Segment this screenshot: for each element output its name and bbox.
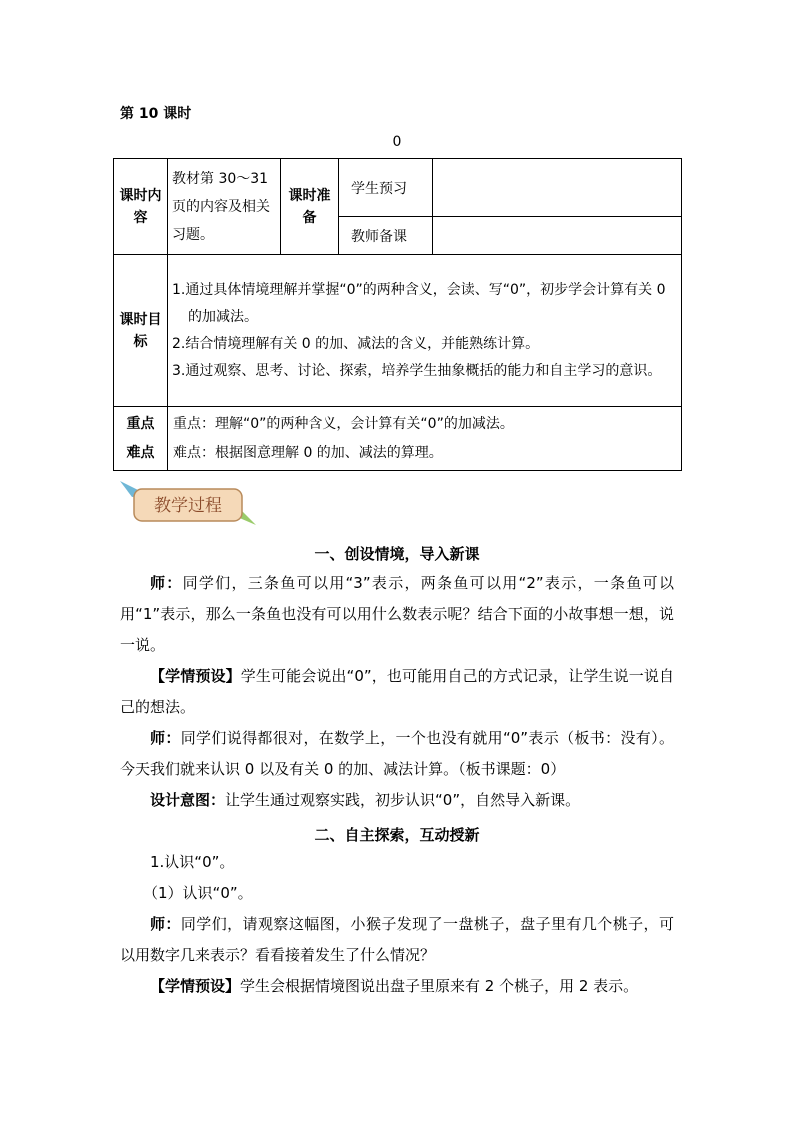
student-prep-label: 学生预习 (339, 159, 433, 217)
goals-label: 课时目标 (114, 255, 168, 407)
paragraph-text: 同学们，三条鱼可以用“3”表示，两条鱼可以用“2”表示，一条鱼可以用“1”表示，那么一条鱼也没有可以用什么数表示呢？结合下面的小故事想一想，说一说。 (120, 574, 674, 654)
speaker-label: 师： (150, 915, 181, 933)
preset-label: 【学情预设】 (150, 977, 241, 995)
teacher-prep-label: 教师备课 (339, 217, 433, 255)
goal-item: 2.结合情境理解有关 0 的加、减法的含义，并能熟练计算。 (172, 335, 540, 352)
key-label: 重点 (126, 415, 155, 432)
goal-item: 3.通过观察、思考、讨论、探索，培养学生抽象概括的能力和自主学习的意识。 (172, 362, 662, 379)
section-2-title: 二、自主探索，互动授新 (314, 826, 480, 844)
speaker-label: 师： (150, 574, 183, 592)
key-point: 重点：理解“0”的两种含义，会计算有关“0”的加减法。 (173, 415, 514, 432)
goals-cell (168, 255, 682, 407)
paragraph-text: 让学生通过观察实践，初步认识“0”，自然导入新课。 (225, 791, 581, 809)
difficult-label: 难点 (126, 444, 155, 461)
prep-label: 课时准备 (281, 159, 339, 255)
paragraph-text: 同学们，请观察这幅图，小猴子发现了一盘桃子，盘子里有几个桃子，可以用数字几来表示？看看接着发生了什么情况？ (120, 915, 674, 964)
lesson-info-table (113, 158, 682, 471)
paragraph-text: 学生会根据情境图说出盘子里原来有 2 个桃子，用 2 表示。 (240, 977, 639, 995)
content-label: 课时内容 (114, 159, 168, 255)
paragraph (120, 661, 674, 723)
keypoints-label (114, 407, 168, 471)
section-1-title: 一、创设情境，导入新课 (314, 545, 480, 563)
goal-item: 1.通过具体情境理解并掌握“0”的两种含义，会读、写“0”，初步学会计算有关 0 的加减法。 (172, 281, 666, 325)
design-label: 设计意图： (150, 791, 226, 809)
paragraph (120, 723, 674, 785)
list-item: 1.认识“0”。 (150, 853, 235, 871)
paragraph (120, 971, 674, 1002)
lesson-title: 0 (392, 134, 402, 150)
lesson-number: 第 10 课时 (120, 106, 192, 122)
paragraph (120, 568, 674, 661)
content-cell: 教材第 30～31 页的内容及相关习题。 (168, 159, 281, 255)
teaching-process-logo (118, 477, 258, 531)
logo-text: 教学过程 (154, 496, 222, 516)
difficult-point: 难点：根据图意理解 0 的加、减法的算理。 (173, 444, 443, 461)
keypoints-cell (168, 407, 682, 471)
paragraph (120, 909, 674, 971)
list-item: （1）认识“0”。 (143, 884, 253, 902)
speaker-label: 师： (150, 729, 181, 747)
student-prep-value (433, 159, 682, 217)
preset-label: 【学情预设】 (150, 667, 241, 685)
paragraph-text: 同学们说得都很对，在数学上，一个也没有就用“0”表示（板书：没有）。今天我们就来认识 0 以及有关 0 的加、减法计算。（板书课题：0） (120, 729, 674, 778)
paragraph (120, 785, 674, 816)
paragraph-text: 学生可能会说出“0”，也可能用自己的方式记录，让学生说一说自己的想法。 (120, 667, 674, 716)
teacher-prep-value (433, 217, 682, 255)
